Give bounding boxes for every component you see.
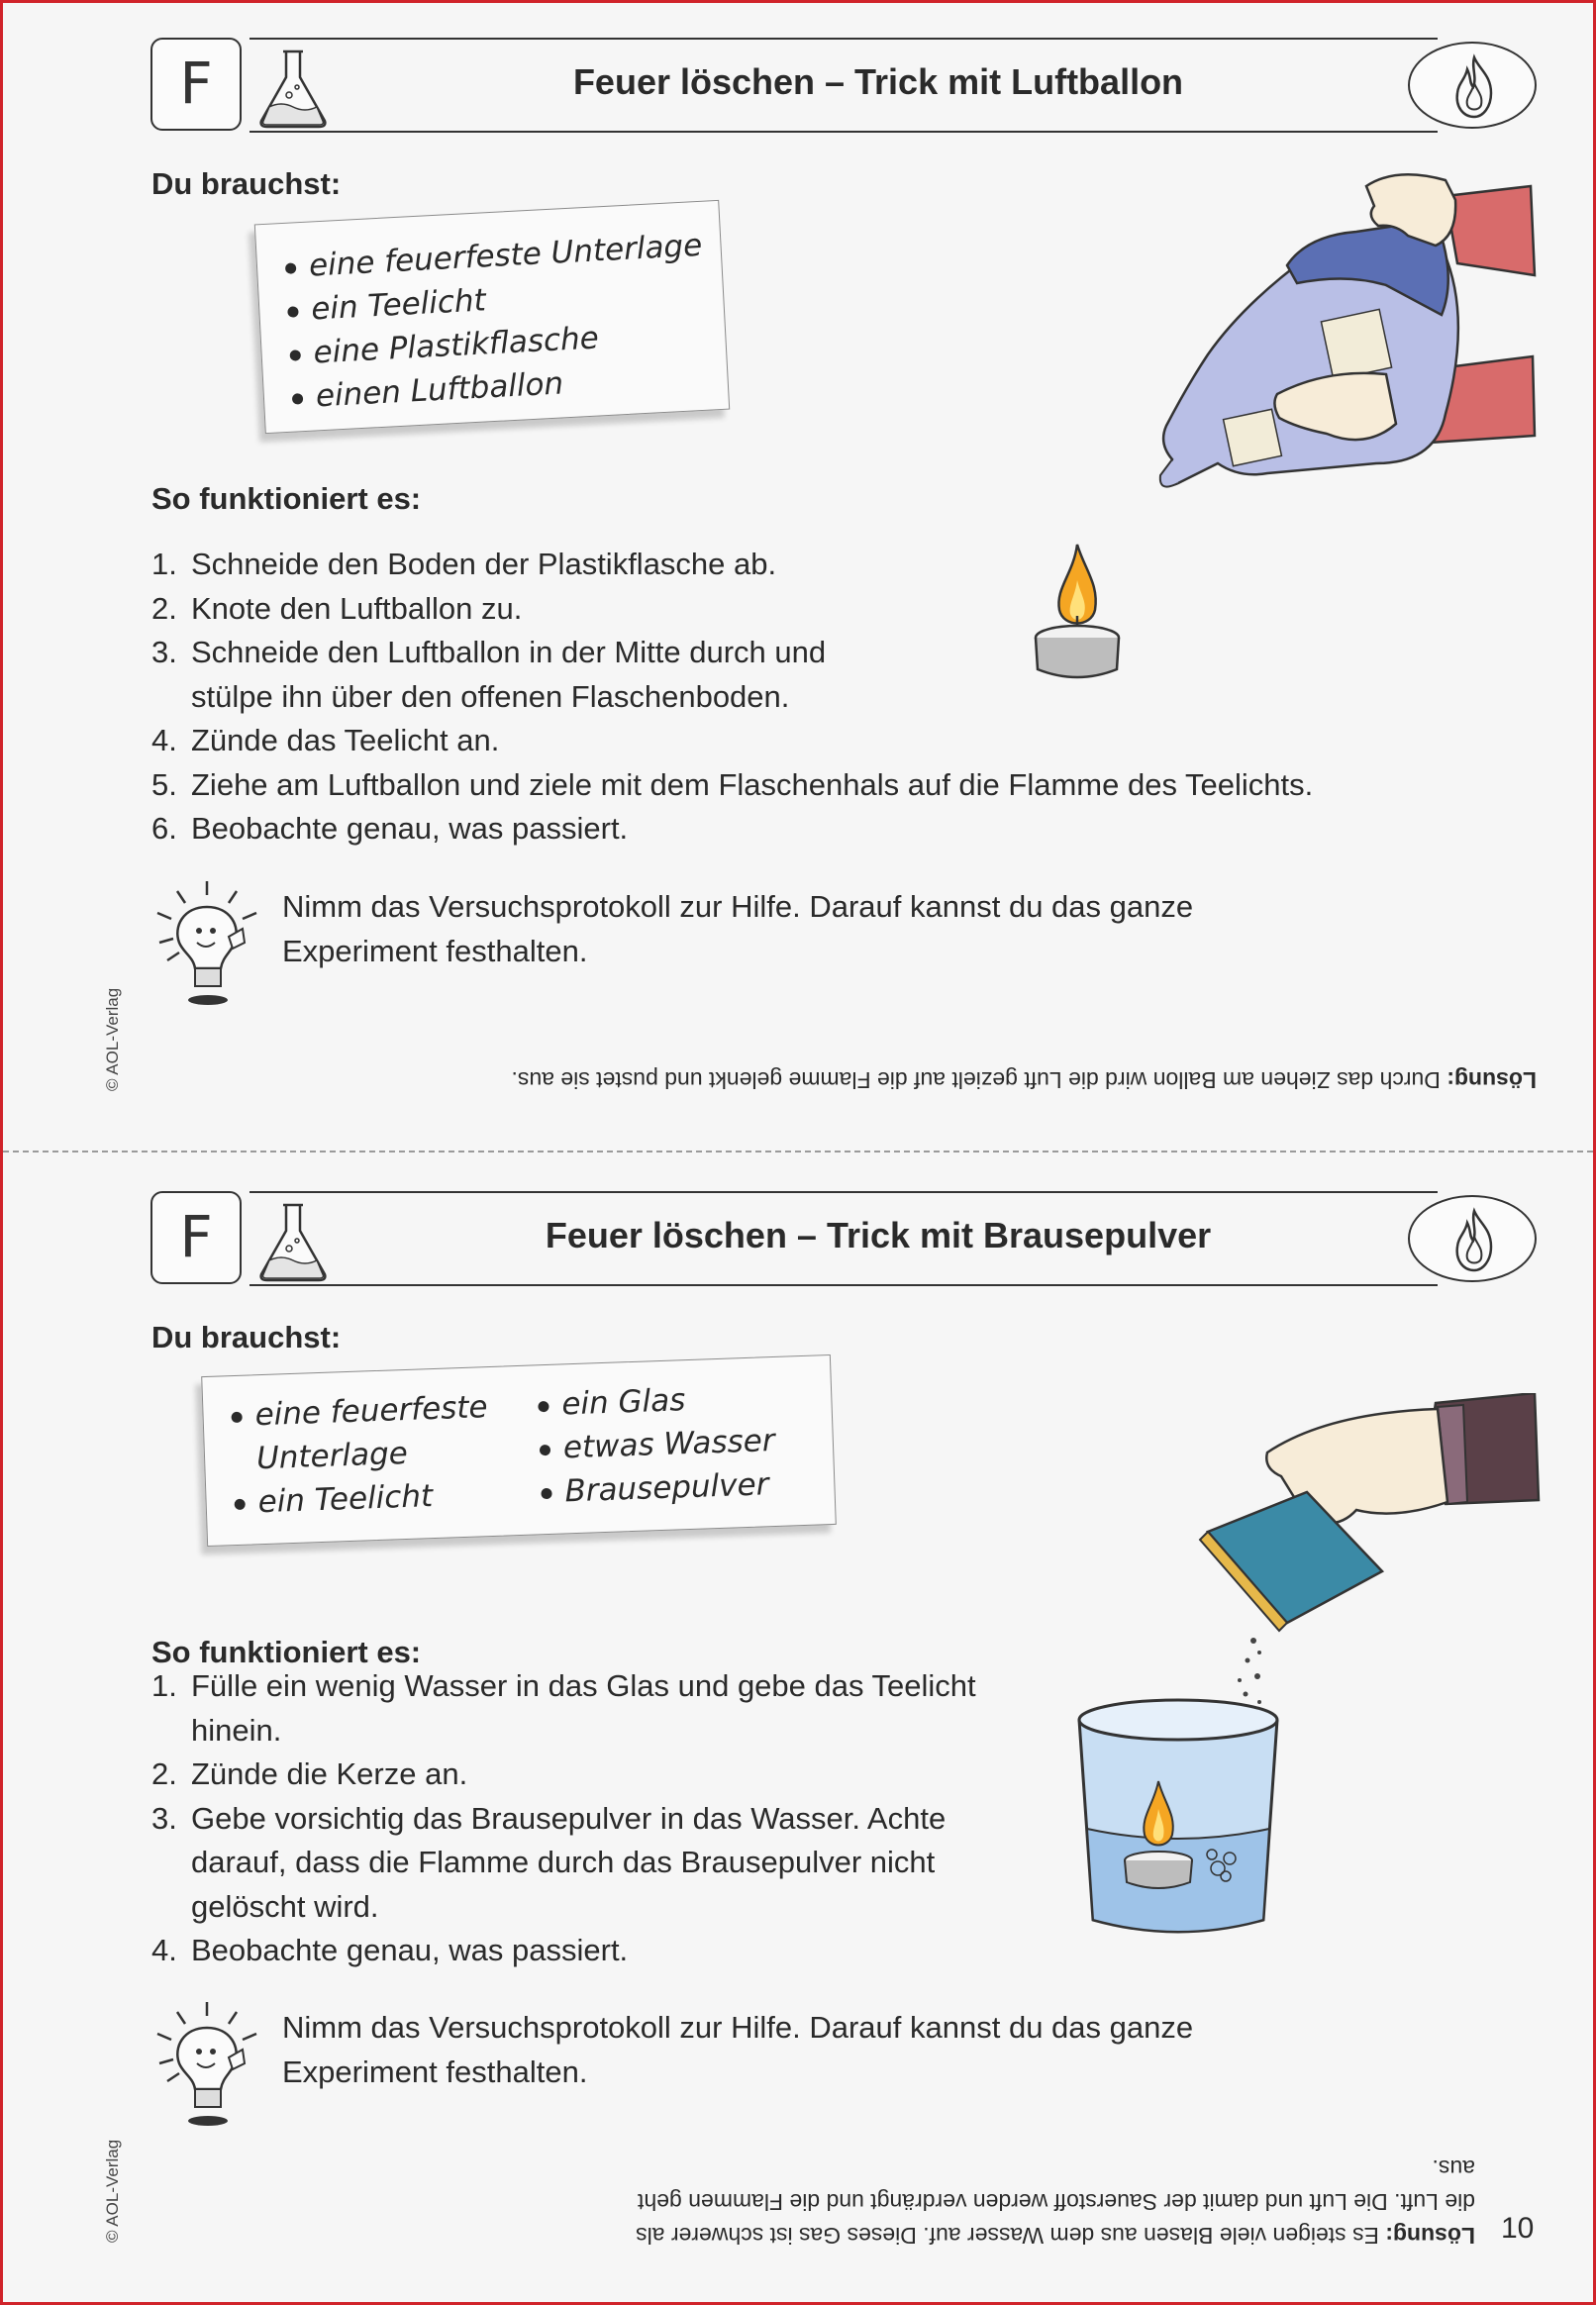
- flask-icon: [253, 46, 333, 131]
- step-text: Knote den Luftballon zu.: [191, 590, 523, 626]
- tip-text: Nimm das Versuchsprotokoll zur Hilfe. Darauf kannst du das ganze Experiment festhalten.: [282, 2010, 1194, 2089]
- material-item: Brausepulver: [537, 1462, 777, 1514]
- step-number: 1.: [151, 547, 177, 581]
- category-letter: F: [179, 1203, 213, 1270]
- materials-column: [534, 1375, 778, 1534]
- step-item: [151, 1664, 1023, 1753]
- step-item: [151, 631, 904, 719]
- step-item: [151, 719, 1399, 763]
- materials-note: [254, 200, 730, 434]
- step-text: Beobachte genau, was passiert.: [191, 811, 629, 846]
- tip-box: [151, 1998, 1340, 2127]
- step-item: [151, 1753, 1023, 1797]
- step-text: Gebe vorsichtig das Brausepulver in das Wasser. Achte darauf, dass die Flamme durch das Brausepulver nicht gelöscht wird.: [191, 1800, 947, 1924]
- step-number: 3.: [151, 635, 177, 669]
- step-text: Zünde die Kerze an.: [191, 1756, 468, 1791]
- solution-label: Lösung:: [1446, 1067, 1537, 1093]
- card-title: Feuer löschen – Trick mit Brausepulver: [545, 1215, 1212, 1255]
- materials-label: Du brauchst:: [151, 166, 342, 201]
- step-number: 3.: [151, 1800, 177, 1836]
- bottle-balloon-illustration: [1148, 166, 1545, 503]
- experiment-card-effervescent-powder: [0, 1152, 1596, 2305]
- steps-label: So funktioniert es:: [151, 1635, 422, 1669]
- step-item: [151, 1929, 1023, 1973]
- step-number: 6.: [151, 811, 177, 846]
- step-item: [151, 587, 1399, 632]
- fire-badge: [1408, 42, 1537, 129]
- step-item: [151, 1797, 1023, 1930]
- step-text: Schneide den Luftballon in der Mitte durch und stülpe ihn über den offenen Flaschenboden.: [191, 635, 827, 714]
- title-bar: [249, 38, 1438, 133]
- card-header: [150, 38, 1537, 133]
- step-text: Beobachte genau, was passiert.: [191, 1933, 629, 1967]
- material-item: ein Glas: [534, 1375, 774, 1427]
- solution-text: Durch das Ziehen am Ballon wird die Luft gezielt auf die Flamme gelenkt und pustet sie aus.: [511, 1067, 1441, 1093]
- fire-icon: [1447, 1207, 1501, 1274]
- step-text: Ziehe am Luftballon und ziele mit dem Flaschenhals auf die Flamme des Teelichts.: [191, 766, 1314, 802]
- step-text: Schneide den Boden der Plastikflasche ab.: [191, 547, 777, 581]
- step-number: 2.: [151, 590, 177, 626]
- solution-upside-down: [446, 1063, 1537, 1097]
- material-item: ein Teelicht: [230, 1470, 538, 1525]
- materials-label: Du brauchst:: [151, 1320, 342, 1354]
- tip-box: [151, 877, 1340, 1006]
- step-number: 4.: [151, 723, 177, 757]
- material-item: eine feuerfeste Unterlage: [227, 1383, 537, 1481]
- material-item: etwas Wasser: [535, 1419, 775, 1470]
- card-header: [150, 1191, 1537, 1286]
- solution-label: Lösung:: [1385, 2223, 1475, 2249]
- material-item: einen Luftballon: [287, 353, 729, 420]
- copyright: © AOL-Verlag: [103, 2139, 122, 2243]
- step-number: 5.: [151, 766, 177, 802]
- card-title: Feuer löschen – Trick mit Luftballon: [572, 61, 1184, 102]
- tip-text: Nimm das Versuchsprotokoll zur Hilfe. Darauf kannst du das ganze Experiment festhalten.: [282, 889, 1194, 968]
- lightbulb-icon: [151, 1998, 270, 2127]
- flask-icon: [253, 1199, 333, 1284]
- step-item: [151, 807, 1399, 852]
- step-number: 2.: [151, 1756, 177, 1791]
- page-number: 10: [1501, 2212, 1535, 2245]
- fire-badge: [1408, 1195, 1537, 1282]
- steps-list: [151, 543, 1399, 852]
- experiment-card-balloon: [0, 0, 1596, 1151]
- step-text: Zünde das Teelicht an.: [191, 723, 500, 757]
- tealight-icon: [1030, 541, 1125, 689]
- category-badge: [150, 1191, 242, 1284]
- step-item: [151, 543, 1399, 587]
- glass-powder-illustration: [1069, 1393, 1545, 1948]
- fire-icon: [1447, 53, 1501, 121]
- steps-label: So funktioniert es:: [151, 481, 422, 516]
- copyright: © AOL-Verlag: [103, 987, 122, 1091]
- material-item: ein Teelicht: [282, 266, 724, 333]
- materials-note: [201, 1354, 837, 1547]
- steps-list: [151, 1664, 1023, 1973]
- category-badge: [150, 38, 242, 131]
- solution-text: Es steigen viele Blasen aus dem Wasser auf. Dieses Gas ist schwerer als die Luft. Die Luft und damit der Sauerstoff werden verdrängt und die Flammen geht aus.: [636, 2155, 1475, 2249]
- solution-upside-down: [634, 2152, 1475, 2253]
- lightbulb-icon: [151, 877, 270, 1006]
- category-letter: F: [179, 50, 213, 117]
- step-number: 1.: [151, 1668, 177, 1703]
- material-item: eine Plastikflasche: [285, 310, 727, 376]
- materials-column: [227, 1383, 539, 1545]
- title-bar: [249, 1191, 1438, 1286]
- step-text: Fülle ein wenig Wasser in das Glas und gebe das Teelicht hinein.: [191, 1668, 976, 1748]
- step-item: [151, 763, 1399, 808]
- material-item: eine feuerfeste Unterlage: [280, 223, 722, 289]
- step-number: 4.: [151, 1933, 177, 1967]
